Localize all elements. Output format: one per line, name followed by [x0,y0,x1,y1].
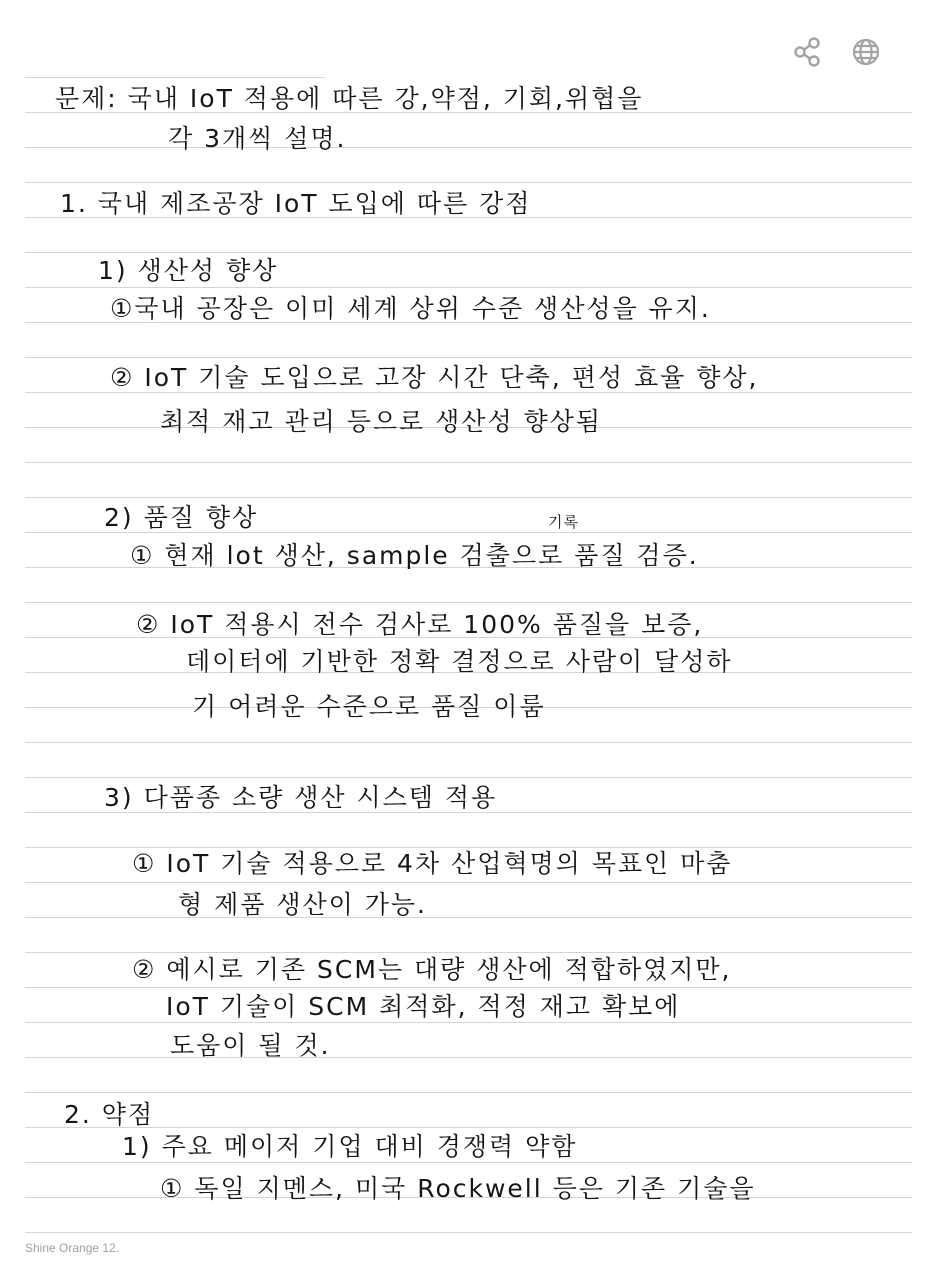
note-line: 1) 생산성 향상 [98,256,279,285]
top-toolbar [790,34,884,70]
note-line: 각 3개씩 설명. [168,124,347,153]
note-line: 2) 품질 향상 [104,503,259,532]
language-button[interactable] [848,34,884,70]
note-line: ② IoT 기술 도입으로 고장 시간 단축, 편성 효율 향상, [110,363,759,392]
note-line: 기록 [548,513,579,531]
note-line: ①국내 공장은 이미 세계 상위 수준 생산성을 유지. [110,294,711,323]
share-icon [794,37,822,67]
note-line: ② IoT 적용시 전수 검사로 100% 품질을 보증, [136,610,704,639]
note-line: ① IoT 기술 적용으로 4차 산업혁명의 목표인 마춤 [132,849,733,878]
note-line: 문제: 국내 IoT 적용에 따른 강,약점, 기회,위협을 [55,84,644,113]
note-line: ② 예시로 기존 SCM는 대량 생산에 적합하였지만, [132,955,732,984]
note-line: 기 어려운 수준으로 품질 이룸 [192,692,546,721]
note-line: 1) 주요 메이저 기업 대비 경쟁력 약함 [122,1132,578,1161]
globe-icon [852,38,880,66]
note-line: 최적 재고 관리 등으로 생산성 향상됨 [160,407,602,436]
share-button[interactable] [790,34,826,70]
note-line: 형 제품 생산이 가능. [178,890,427,919]
note-line: ① 독일 지멘스, 미국 Rockwell 등은 기존 기술을 [160,1174,756,1203]
note-line: IoT 기술이 SCM 최적화, 적정 재고 확보에 [166,992,681,1021]
note-line: ① 현재 lot 생산, sample 검출으로 품질 검증. [130,541,699,570]
note-line: 2. 약점 [64,1100,155,1129]
note-line: 3) 다품종 소량 생산 시스템 적용 [104,783,498,812]
note-line: 도움이 될 것. [170,1031,331,1060]
footer-brand: Shine Orange 12. [25,1241,120,1255]
note-line: 1. 국내 제조공장 IoT 도입에 따른 강점 [60,189,532,218]
note-line: 데이터에 기반한 정확 결정으로 사람이 달성하 [186,647,733,676]
